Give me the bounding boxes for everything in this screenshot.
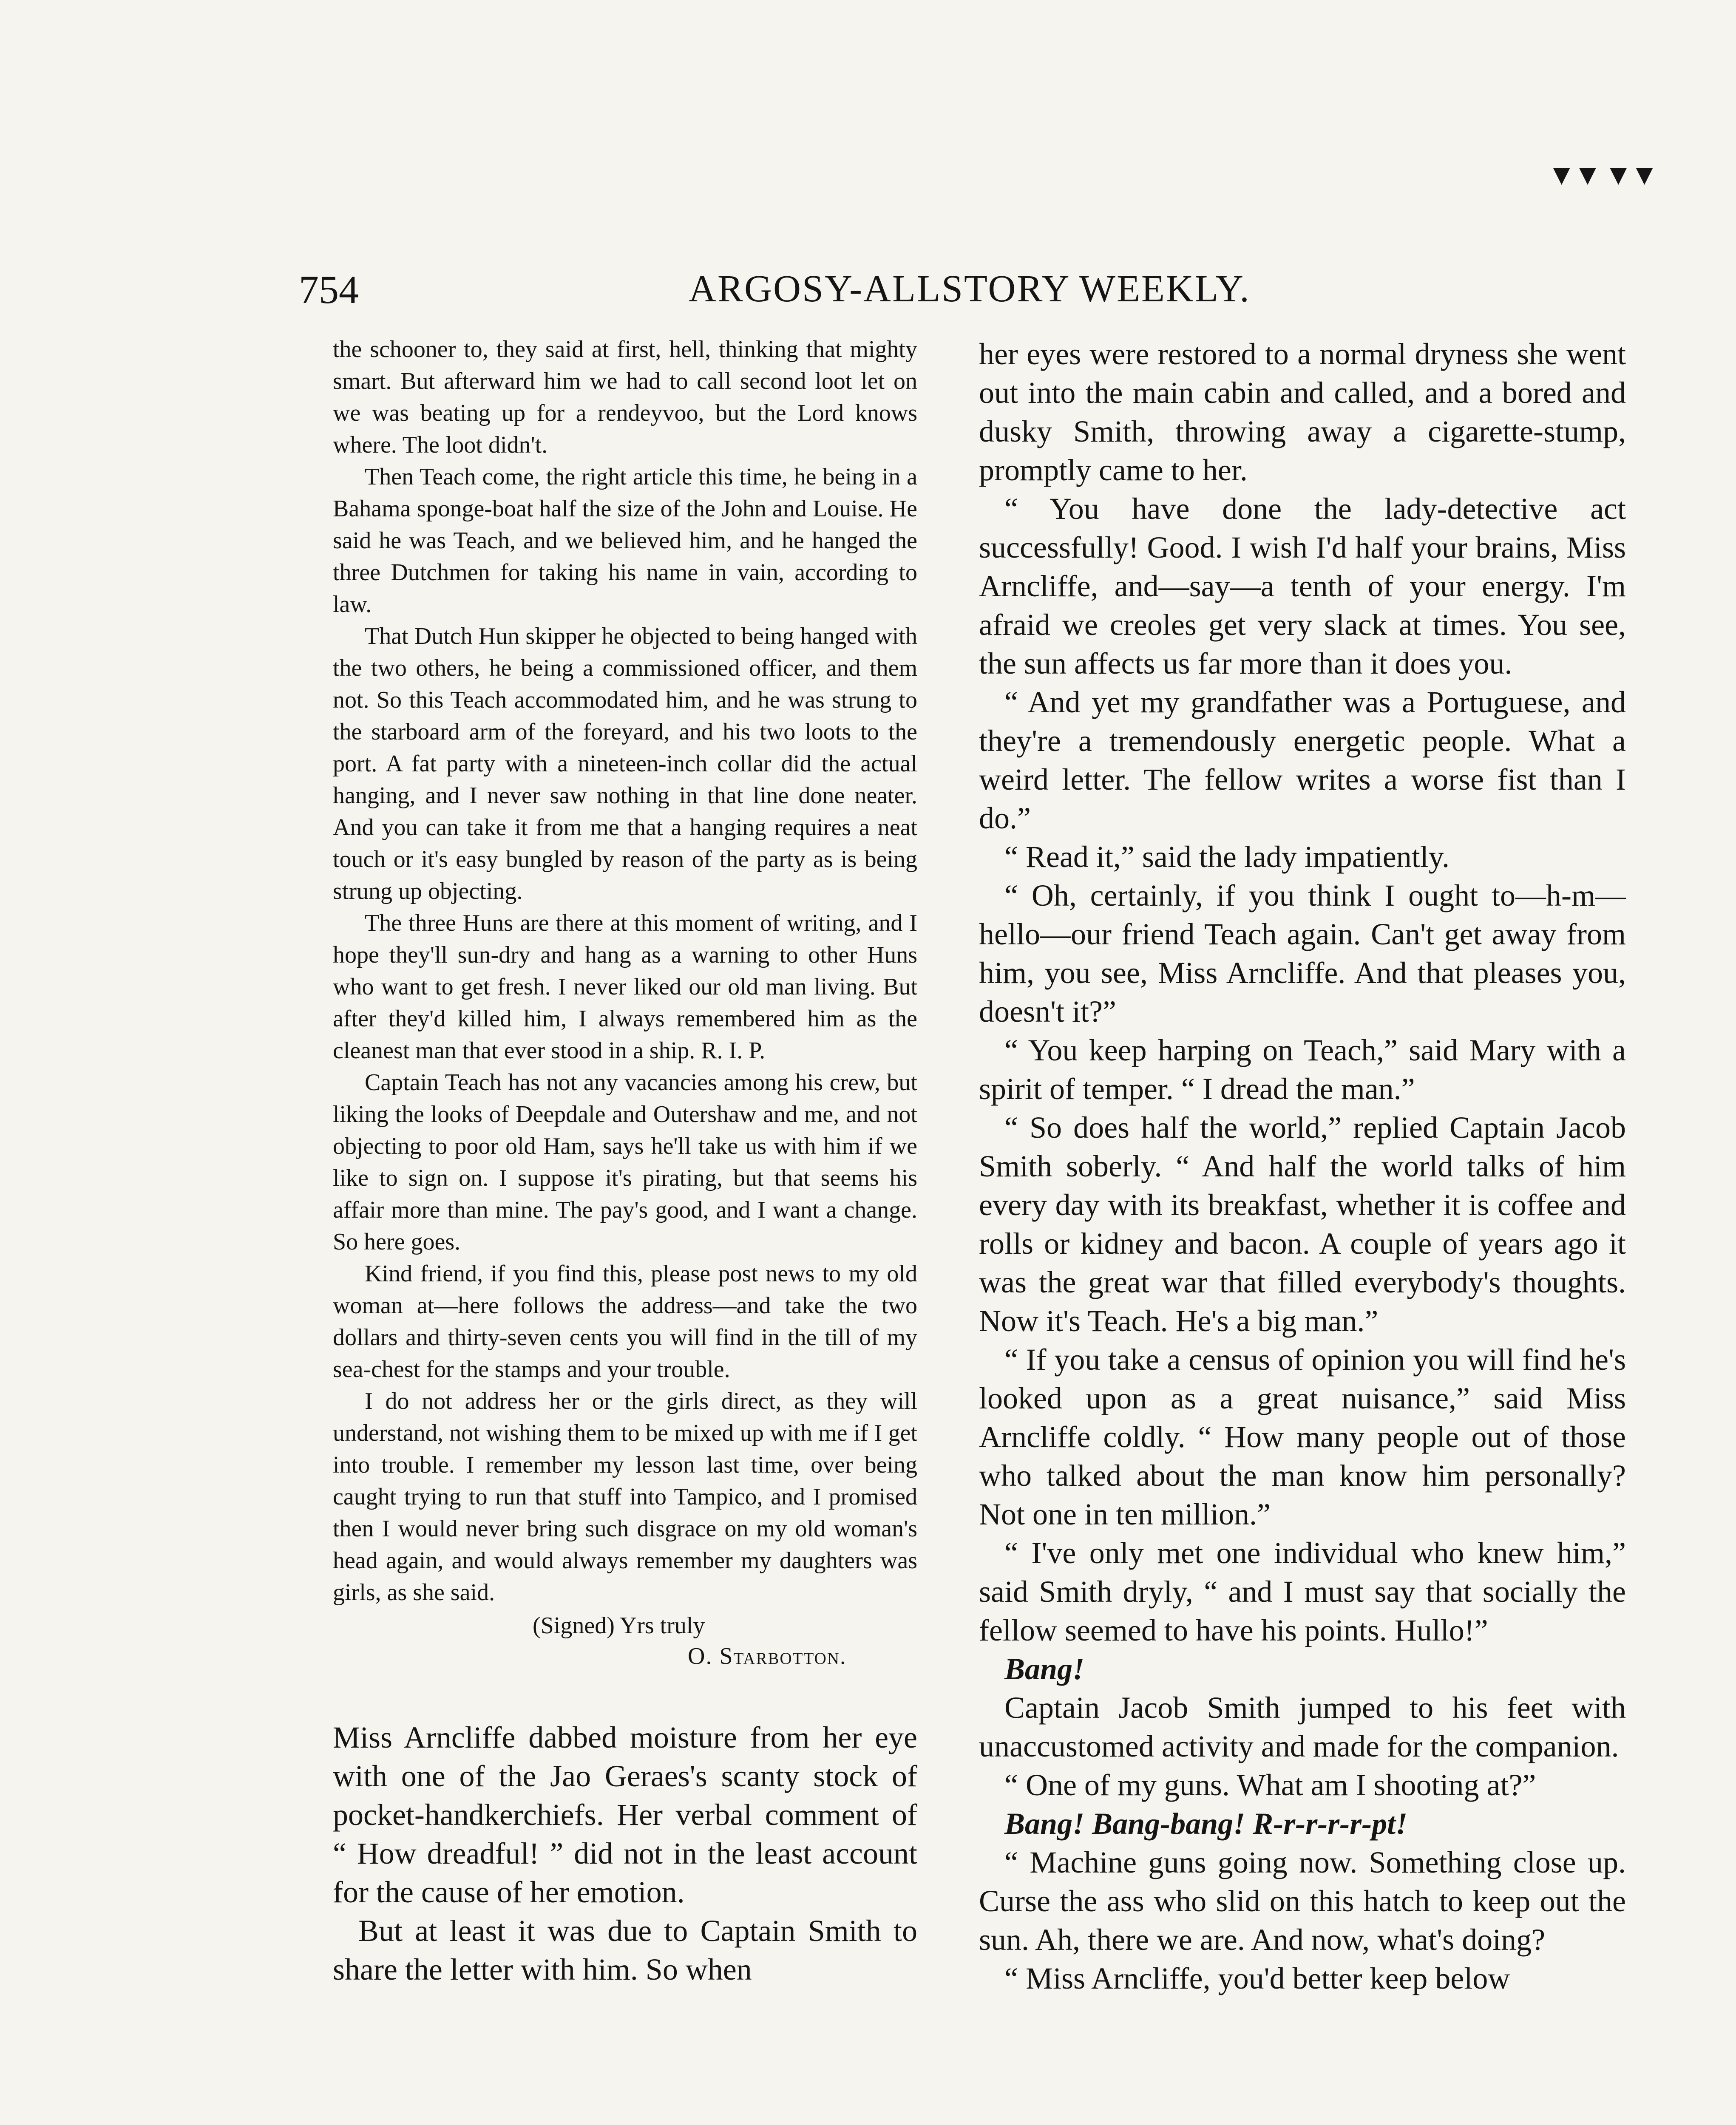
letter-paragraph: That Dutch Hun skipper he objected to being hanged with the two others, he being a commissioned officer, and them not. So this Teach accommodated him, and he was strung to the starboard arm of the foreyard, and his two loots to the port. A fat party with a nineteen-inch collar did the actual hanging, and I never saw nothing in that line done neater. And you can take it from me that a hanging requires a neat touch or it's easy bungled by reason of the party as is being strung up objecting. bbox=[333, 623, 917, 904]
story-paragraph: “ You have done the lady-detective act successfully! Good. I wish I'd half your brains, Miss Arncliffe, and—say—a tenth of your energy. I'm afraid we creoles get very slack at times. You see, the sun affects us far more than it does you. bbox=[979, 492, 1626, 680]
letter-paragraph: Kind friend, if you find this, please post news to my old woman at—here follows the address—and take the two dollars and thirty-seven cents you will find in the till of my sea-chest for the stamps and your trouble. bbox=[333, 1261, 917, 1383]
story-paragraph: “ Oh, certainly, if you think I ought to—h-m—hello—our friend Teach again. Can't get away from him, you see, Miss Arncliffe. And that pleases you, doesn't it?” bbox=[979, 878, 1626, 1028]
story-paragraph: her eyes were restored to a normal dryness she went out into the main cabin and called, and a bored and dusky Smith, throwing away a cigarette-stump, promptly came to her. bbox=[979, 337, 1626, 487]
story-paragraph: “ You keep harping on Teach,” said Mary with a spirit of temper. “ I dread the man.” bbox=[979, 1033, 1626, 1106]
story-paragraph: “ I've only met one individual who knew him,” said Smith dryly, “ and I must say that socially the fellow seemed to have his points. Hullo!” bbox=[979, 1536, 1626, 1647]
letter-paragraph: I do not address her or the girls direct, as they will understand, not wishing them to be mixed up with me if I get into trouble. I remember my lesson last time, over being caught trying to run that stuff into Tampico, and I promised then I would never bring such disgrace on my old woman's head again, and would always remember my daughters was girls, as she said. bbox=[333, 1388, 917, 1606]
story-paragraph: “ Machine guns going now. Something close up. Curse the ass who slid on this hatch to keep out the sun. Ah, there we are. And now, what's doing? bbox=[979, 1845, 1626, 1957]
letter-paragraph: the schooner to, they said at first, hell, thinking that mighty smart. But afterward him we had to call second loot let on we was beating up for a rendeyvoo, but the Lord knows where. The loot didn't. bbox=[333, 336, 917, 458]
letter-paragraph: Then Teach come, the right article this time, he being in a Bahama sponge-boat half the size of the John and Louise. He said he was Teach, and we believed him, and he hanged the three Dutchmen for taking his name in vain, according to law. bbox=[333, 464, 917, 618]
story-paragraph: “ And yet my grandfather was a Portuguese, and they're a tremendously energetic people. What a weird letter. The fellow writes a worse fist than I do.” bbox=[979, 685, 1626, 835]
story-paragraph: Miss Arncliffe dabbed moisture from her eye with one of the Jao Geraes's scanty stock of pocket-handkerchiefs. Her verbal comment of “ How dreadful! ” did not in the least account for the cause of her emotion. bbox=[333, 1720, 917, 1909]
sound-effect: Bang! bbox=[1004, 1652, 1085, 1686]
story-paragraph: “ If you take a census of opinion you will find he's looked upon as a great nuisance,” said Miss Arncliffe coldly. “ How many people out of those who talked about the man know him personally? Not one in ten million.” bbox=[979, 1343, 1626, 1531]
story-paragraph: “ Miss Arncliffe, you'd better keep below bbox=[1004, 1961, 1510, 1995]
top-marks: ▼▼ ▼▼ bbox=[1547, 159, 1657, 191]
left-column bbox=[333, 334, 917, 1989]
sound-effect: Bang! Bang-bang! R-r-r-r-r-pt! bbox=[1004, 1807, 1408, 1841]
letter-signed-line: (Signed) Yrs truly bbox=[533, 1612, 705, 1639]
story-paragraph: “ So does half the world,” replied Captain Jacob Smith soberly. “ And half the world talks of him every day with its breakfast, whether it is coffee and rolls or kidney and bacon. A couple of years ago it was the great war that filled everybody's thoughts. Now it's Teach. He's a big man.” bbox=[979, 1111, 1626, 1338]
story-paragraph: “ Read it,” said the lady impatiently. bbox=[1004, 840, 1450, 874]
page-number: 754 bbox=[299, 268, 359, 312]
story-paragraph: Captain Jacob Smith jumped to his feet with unaccustomed activity and made for the companion. bbox=[979, 1691, 1626, 1763]
story-paragraph: “ One of my guns. What am I shooting at?” bbox=[1004, 1768, 1536, 1802]
right-column bbox=[979, 335, 1626, 1998]
story-paragraph: But at least it was due to Captain Smith to share the letter with him. So when bbox=[333, 1914, 917, 1986]
letter-paragraph: Captain Teach has not any vacancies among his crew, but liking the looks of Deepdale and Outershaw and me, and not objecting to poor old Ham, says he'll take us with him if we like to sign on. I suppose it's pirating, but that seems his affair more than mine. The pay's good, and I want a change. So here goes. bbox=[333, 1069, 917, 1255]
letter-signer: O. Starbotton. bbox=[688, 1643, 847, 1669]
running-head: ARGOSY-ALLSTORY WEEKLY. bbox=[689, 268, 1251, 310]
letter-paragraph: The three Huns are there at this moment of writing, and I hope they'll sun-dry and hang as a warning to other Huns who want to get fresh. I never liked our old man living. But after they'd killed him, I always remembered him as the cleanest man that ever stood in a ship. R. I. P. bbox=[333, 910, 917, 1064]
